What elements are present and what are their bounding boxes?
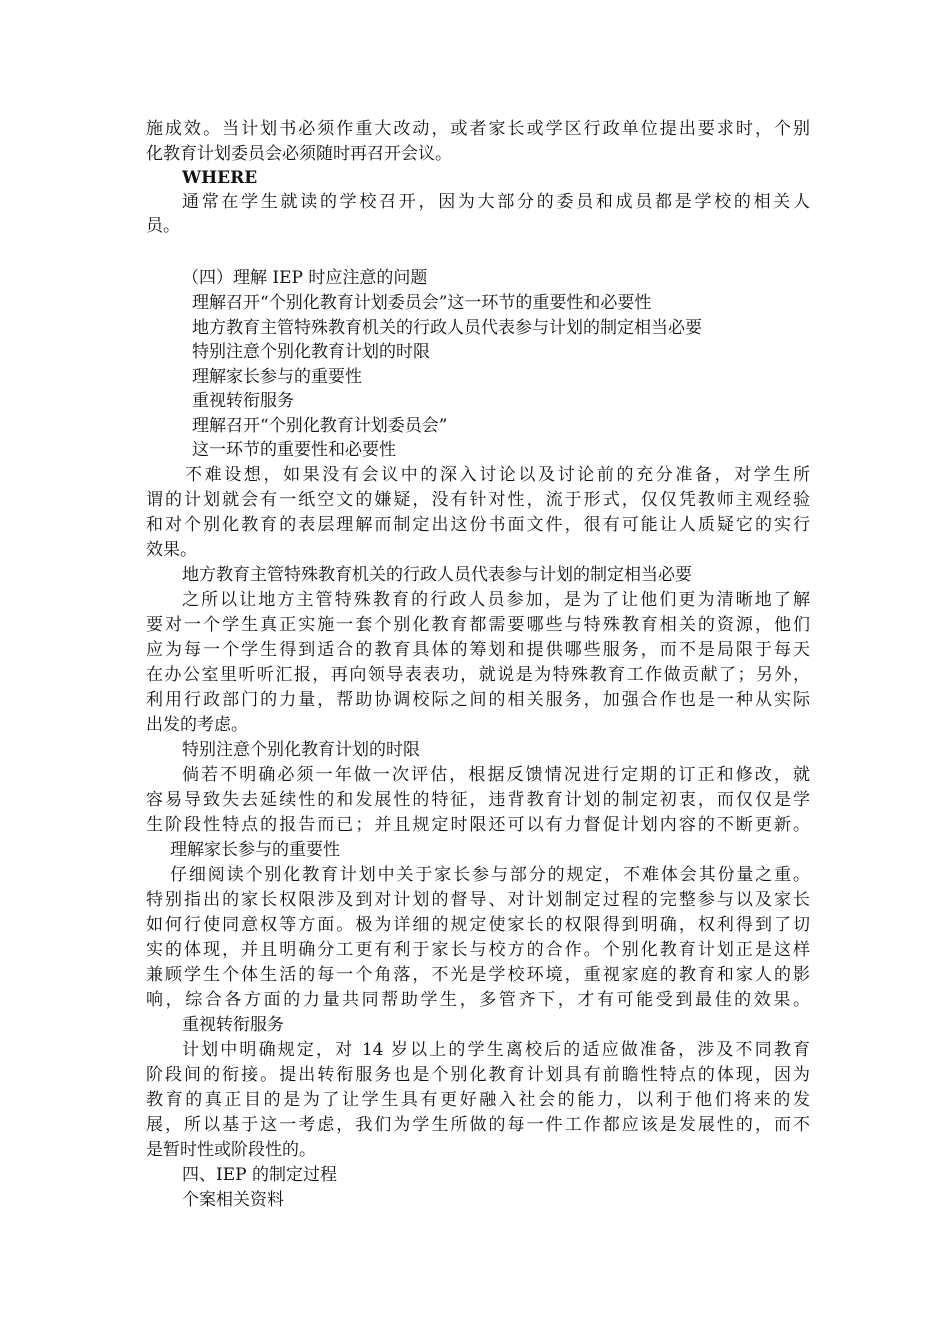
- text-line: 通常在学生就读的学校召开，因为大部分的委员和成员都是学校的相关人: [182, 192, 810, 212]
- text-line: 出发的考虑。: [146, 715, 248, 735]
- text-line: 施成效。当计划书必须作重大改动，或者家长或学区行政单位提出要求时，个别: [146, 119, 810, 139]
- text-line: 之所以让地方主管特殊教育的行政人员参加，是为了让他们更为清晰地了解: [182, 590, 810, 610]
- text-line: 在办公室里听听汇报，再向领导表表功，就说是为特殊教育工作做贡献了；另外，: [146, 665, 810, 685]
- text-line: 响，综合各方面的力量共同帮助学生，多管齐下，才有可能受到最佳的效果。: [146, 990, 810, 1010]
- subheading: 这一环节的重要性和必要性: [192, 440, 396, 460]
- outline-item: 重视转衔服务: [192, 391, 294, 411]
- section-heading: （四）理解 IEP 时应注意的问题: [182, 268, 428, 288]
- text-line: 教育的真正目的是为了让学生具有更好融入社会的能力，以利于他们将来的发: [146, 1090, 810, 1110]
- text-line: 展，所以基于这一考虑，我们为学生所做的每一件工作都应该是发展性的，而不: [146, 1115, 810, 1135]
- text-line: 谓的计划就会有一纸空文的嫌疑，没有针对性，流于形式，仅仅凭教师主观经验: [146, 490, 810, 510]
- text-line: 如何行使同意权等方面。极为详细的规定使家长的权限得到明确，权利得到了切: [146, 915, 810, 935]
- text-line: 兼顾学生个体生活的每一个角落，不光是学校环境，重视家庭的教育和家人的影: [146, 965, 810, 985]
- text-line: 员。: [146, 216, 180, 236]
- subheading: 个案相关资料: [182, 1190, 284, 1210]
- subheading: 特别注意个别化教育计划的时限: [182, 740, 420, 760]
- text-line: 要对一个学生真正实施一套个别化教育都需要哪些与特殊教育相关的资源，他们: [146, 615, 810, 635]
- text-line: 利用行政部门的力量，帮助协调校际之间的相关服务，加强合作也是一种从实际: [146, 690, 810, 710]
- subheading: 理解召开“个别化教育计划委员会”: [192, 416, 448, 436]
- outline-item: 特别注意个别化教育计划的时限: [192, 342, 430, 362]
- subheading: 重视转衔服务: [182, 1015, 284, 1035]
- text-line: 化教育计划委员会必须随时再召开会议。: [146, 144, 452, 164]
- text-line: 应为每一个学生得到适合的教育具体的筹划和提供哪些服务，而不是局限于每天: [146, 640, 810, 660]
- text-line: 生阶段性特点的报告而已；并且规定时限还可以有力督促计划内容的不断更新。: [146, 815, 810, 835]
- outline-item: 理解召开“个别化教育计划委员会”这一环节的重要性和必要性: [192, 293, 652, 313]
- text-line: 计划中明确规定，对 14 岁以上的学生离校后的适应做准备，涉及不同教育: [182, 1040, 810, 1060]
- text-line: 不难设想，如果没有会议中的深入讨论以及讨论前的充分准备，对学生所: [185, 465, 810, 485]
- outline-item: 地方教育主管特殊教育机关的行政人员代表参与计划的制定相当必要: [192, 318, 702, 338]
- subheading: 理解家长参与的重要性: [170, 840, 340, 860]
- text-line: 阶段间的衔接。提出转衔服务也是个别化教育计划具有前瞻性特点的体现，因为: [146, 1065, 810, 1085]
- text-line: 是暂时性或阶段性的。: [146, 1140, 316, 1160]
- text-line: 倘若不明确必须一年做一次评估，根据反馈情况进行定期的订正和修改，就: [182, 765, 810, 785]
- outline-item: 理解家长参与的重要性: [192, 367, 362, 387]
- text-line: 效果。: [146, 540, 197, 560]
- text-line: 实的体现，并且明确分工更有利于家长与校方的合作。个别化教育计划正是这样: [146, 940, 810, 960]
- text-line: 仔细阅读个别化教育计划中关于家长参与部分的规定，不难体会其份量之重。: [170, 865, 810, 885]
- section-heading: WHERE: [182, 168, 258, 188]
- text-line: 和对个别化教育的表层理解而制定出这份书面文件，很有可能让人质疑它的实行: [146, 515, 810, 535]
- text-line: 特别指出的家长权限涉及到对计划的督导、对计划制定过程的完整参与以及家长: [146, 890, 810, 910]
- subheading: 地方教育主管特殊教育机关的行政人员代表参与计划的制定相当必要: [182, 565, 692, 585]
- text-line: 容易导致失去延续性的和发展性的特征，违背教育计划的制定初衷，而仅仅是学: [146, 790, 810, 810]
- section-heading: 四、IEP 的制定过程: [182, 1165, 337, 1185]
